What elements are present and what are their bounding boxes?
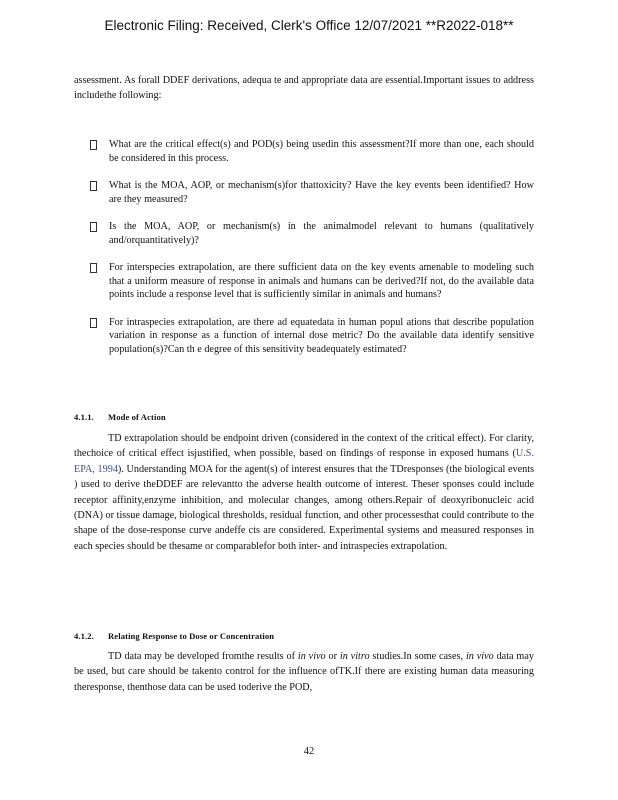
section-heading-relating-response	[74, 631, 274, 641]
bullet-box-icon	[90, 140, 97, 150]
list-item: What is the MOA, AOP, or mechanism(s)for thattoxicity? Have the key events been identified? How are they measured?	[74, 179, 534, 206]
list-item: For interspecies extrapolation, are there sufficient data on the key events amenable to modeling such that a uniform measure of response in animals and humans can be derived?If not, do the available data points include a response level that is sufficiently similar in animals and humans?	[74, 261, 534, 302]
section-heading-mode-of-action	[74, 412, 166, 422]
list-item: What are the critical effect(s) and POD(s) being usedin this assessment?If more than one, each should be considered in this process.	[74, 138, 534, 165]
relating-response-paragraph: TD data may be developed fromthe results of in vivo or in vitro studies.In some cases, in vivo data may be used, but care should be takento control for the influence ofTK.If there are existing human data measuring theresponse, thenthose data can be used toderive the POD,	[74, 651, 534, 693]
section-title: Relating Response to Dose or Concentration	[108, 631, 275, 641]
bullet-box-icon	[90, 263, 97, 273]
citation-link[interactable]: U.S. EPA, 1994	[74, 448, 534, 475]
bullet-box-icon	[90, 318, 97, 328]
section-number: 4.1.2.	[74, 631, 94, 641]
intro-paragraph: assessment. As forall DDEF derivations, adequa te and appropriate data are essential.Important issues to address includethe following:	[74, 75, 534, 102]
mode-of-action-paragraph: TD extrapolation should be endpoint driven (considered in the context of the critical effect). For clarity, thechoice of critical effect isjustified, when possible, based on findings of response in exposed humans (U.S. EPA, 1994). Understanding MOA for the agent(s) of interest ensures that the TDresponses (the biological events ) used to derive theDDEF are relevantto the adverse health outcome of interest. Theser sponses could include receptor affinity,enzyme inhibition, and molecular changes, among others.Repair of deoxyribonucleic acid (DNA) or tissue damage, biological thresholds, residual function, and other processesthat could contribute to the shape of the dose-response curve andeffe cts are considered. Experimental systems and measured responses in each species should be thesame or comparablefor both inter- and intraspecies extrapolation.	[74, 433, 535, 552]
section-number: 4.1.1.	[74, 412, 94, 422]
filing-header: Electronic Filing: Received, Clerk's Office 12/07/2021 **R2022-018**	[104, 18, 514, 33]
section-title: Mode of Action	[108, 412, 166, 422]
list-item: For intraspecies extrapolation, are there ad equatedata in human popul ations that describe population variation in response as a function of internal dose metric? Do the available data identify sensitive population(s)?Can th e degree of this sensitivity beadequately estimated?	[74, 316, 534, 357]
bullet-box-icon	[90, 181, 97, 191]
issues-list	[74, 138, 534, 370]
list-item: Is the MOA, AOP, or mechanism(s) in the animalmodel relevant to humans (qualitatively and/orquantitatively)?	[74, 220, 534, 247]
bullet-box-icon	[90, 222, 97, 232]
page-number: 42	[303, 746, 315, 757]
